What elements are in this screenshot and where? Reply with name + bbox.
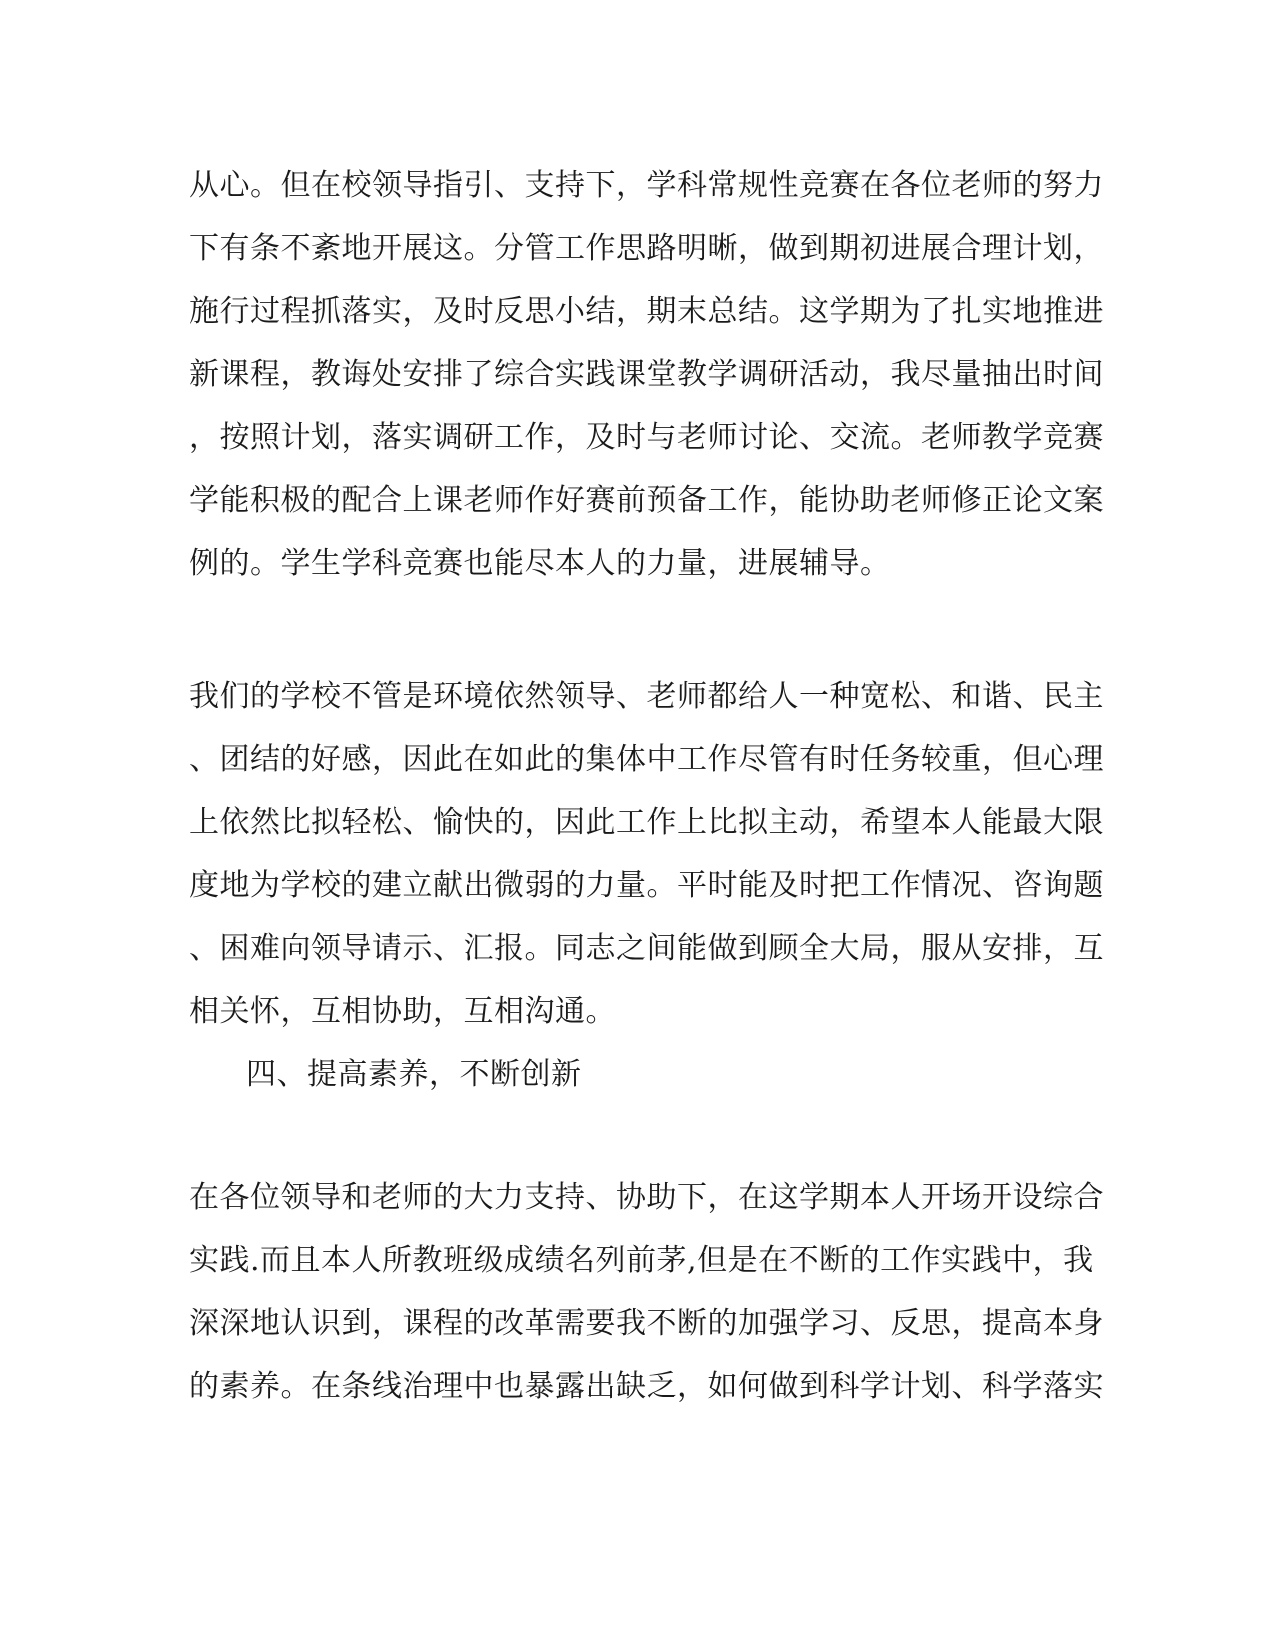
text-line: 度地为学校的建立献出微弱的力量。平时能及时把工作情况、咨询题 [189,868,1104,903]
text-line: 新课程，教诲处安排了综合实践课堂教学调研活动，我尽量抽出时间 [189,357,1104,392]
text-line: 我们的学校不管是环境依然领导、老师都给人一种宽松、和谐、民主 [189,679,1104,714]
text-line: 例的。学生学科竞赛也能尽本人的力量，进展辅导。 [189,546,891,581]
text-line: 、团结的好感，因此在如此的集体中工作尽管有时任务较重，但心理 [189,742,1104,777]
text-line: 的素养。在条线治理中也暴露出缺乏，如何做到科学计划、科学落实 [189,1369,1104,1404]
section-heading: 四、提高素养，不断创新 [246,1057,582,1092]
text-line: 上依然比拟轻松、愉快的，因此工作上比拟主动，希望本人能最大限 [189,805,1104,840]
text-line: 下有条不紊地开展这。分管工作思路明晰，做到期初进展合理计划， [189,231,1104,266]
text-line: 学能积极的配合上课老师作好赛前预备工作，能协助老师修正论文案 [189,483,1104,518]
text-line: 相关怀，互相协助，互相沟通。 [189,994,616,1029]
text-line: 在各位领导和老师的大力支持、协助下，在这学期本人开场开设综合 [189,1180,1104,1215]
text-line: ，按照计划，落实调研工作，及时与老师讨论、交流。老师教学竞赛 [189,420,1104,455]
text-line: 施行过程抓落实，及时反思小结，期末总结。这学期为了扎实地推进 [189,294,1104,329]
text-line: 实践.而且本人所教班级成绩名列前茅,但是在不断的工作实践中，我 [189,1243,1094,1278]
text-line: 、困难向领导请示、汇报。同志之间能做到顾全大局，服从安排，互 [189,931,1104,966]
text-line: 深深地认识到，课程的改革需要我不断的加强学习、反思，提高本身 [189,1306,1104,1341]
text-line: 从心。但在校领导指引、支持下，学科常规性竞赛在各位老师的努力 [189,168,1104,203]
